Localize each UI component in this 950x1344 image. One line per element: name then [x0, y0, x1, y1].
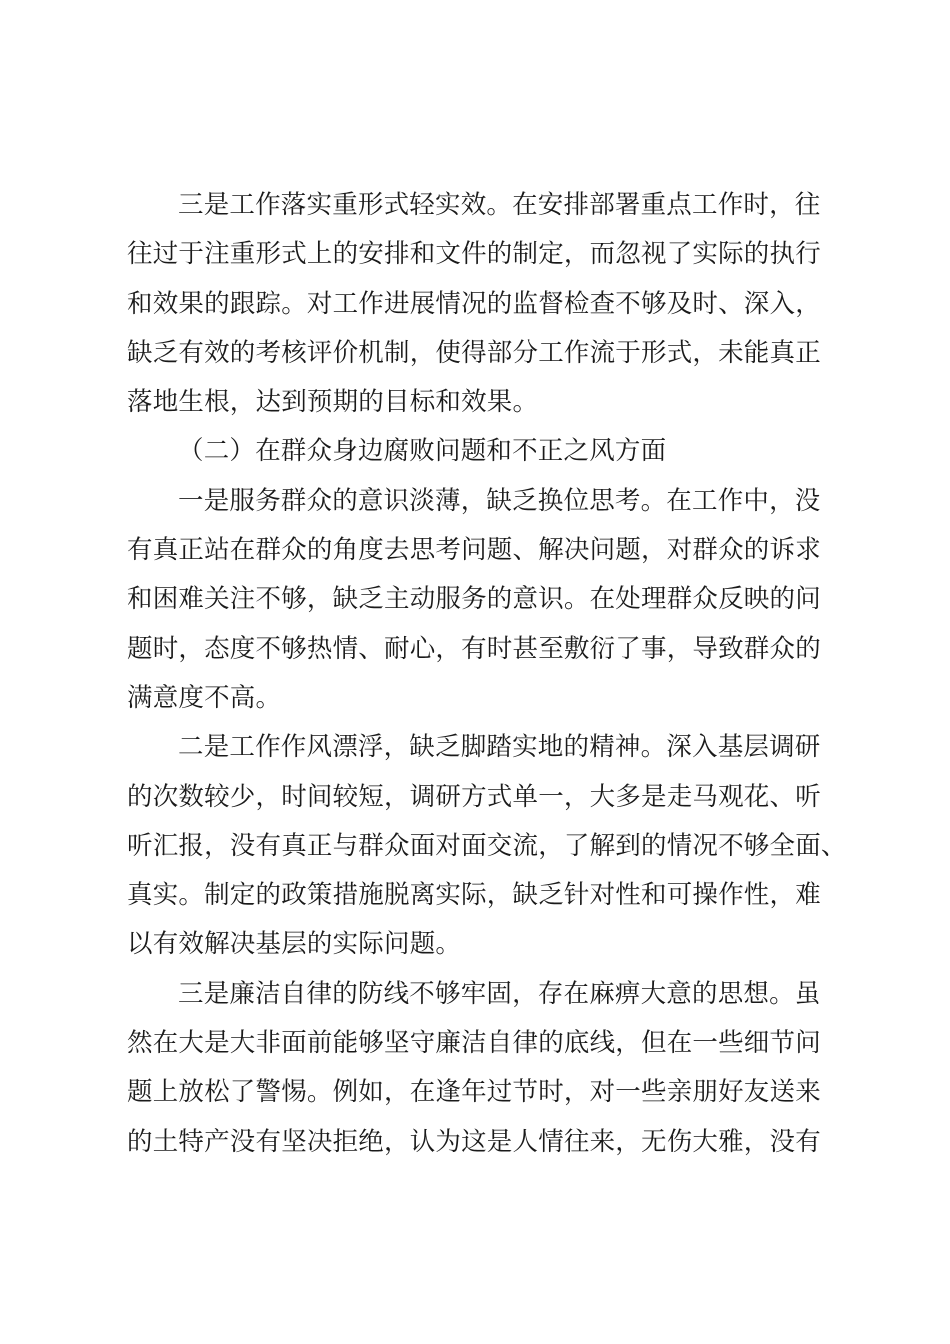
text-line: 题上放松了警惕。例如，在逢年过节时，对一些亲朋好友送来 [127, 1077, 821, 1108]
text-line: 三是工作落实重形式轻实效。在安排部署重点工作时，往 [178, 190, 821, 220]
text-line: 往过于注重形式上的安排和文件的制定，而忽视了实际的执行 [127, 239, 821, 270]
document-body [127, 181, 847, 1167]
text-line: 有真正站在群众的角度去思考问题、解决问题，对群众的诉求 [127, 535, 821, 566]
text-line: 的次数较少，时间较短，调研方式单一，大多是走马观花、听 [127, 781, 821, 812]
text-line: 一是服务群众的意识淡薄，缺乏换位思考。在工作中，没 [178, 485, 821, 516]
text-line: 和困难关注不够，缺乏主动服务的意识。在处理群众反映的问 [127, 584, 821, 615]
text-line: 真实。制定的政策措施脱离实际，缺乏针对性和可操作性，难 [127, 880, 821, 911]
text-line: 题时，态度不够热情、耐心，有时甚至敷衍了事，导致群众的 [127, 633, 821, 664]
text-line: 以有效解决基层的实际问题。 [127, 929, 462, 960]
text-line: 然在大是大非面前能够坚守廉洁自律的底线，但在一些细节问 [127, 1028, 821, 1059]
text-line: 听汇报，没有真正与群众面对面交流，了解到的情况不够全面、 [127, 830, 847, 861]
text-line: 三是廉洁自律的防线不够牢固，存在麻痹大意的思想。虽 [178, 978, 821, 1009]
document-page [127, 181, 847, 1167]
text-line: 的土特产没有坚决拒绝，认为这是人情往来，无伤大雅，没有 [127, 1126, 821, 1157]
text-line: 落地生根，达到预期的目标和效果。 [127, 387, 539, 418]
text-line: （二）在群众身边腐败问题和不正之风方面 [178, 436, 667, 467]
text-line: 二是工作作风漂浮，缺乏脚踏实地的精神。深入基层调研 [178, 732, 821, 763]
text-line: 缺乏有效的考核评价机制，使得部分工作流于形式，未能真正 [127, 337, 821, 368]
text-line: 和效果的跟踪。对工作进展情况的监督检查不够及时、深入， [127, 288, 821, 319]
text-line: 满意度不高。 [127, 682, 282, 713]
